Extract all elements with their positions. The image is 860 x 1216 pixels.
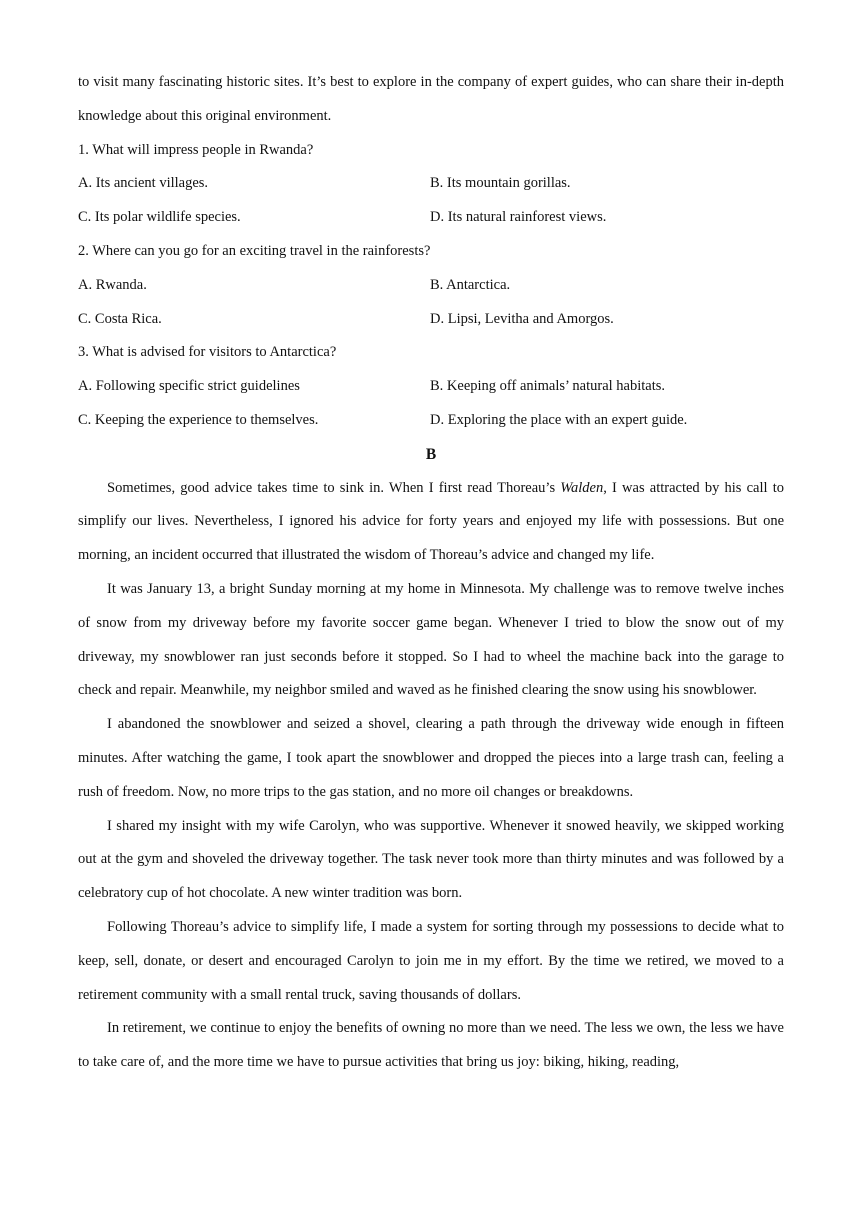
question-stem: 3. What is advised for visitors to Antarctica?: [78, 344, 337, 361]
paragraph-text: , I was attracted by his call to simplify our lives. Nevertheless, I ignored his advice for forty years and enjoyed my life with possessions. But one morning, an incident occurred that illustrated the wisdom of Thoreau’s advice and changed my life.: [78, 479, 784, 564]
paragraph-text: Sometimes, good advice takes time to sink in. When I first read Thoreau’s: [107, 479, 561, 496]
option-b: B. Antarctica.: [430, 276, 511, 293]
option-d: D. Its natural rainforest views.: [430, 209, 607, 226]
passage-b-paragraph: It was January 13, a bright Sunday morning at my home in Minnesota. My challenge was to remove twelve inches of snow from my driveway before my favorite soccer game began. Whenever I tried to blow the snow out of my driveway, my snowblower ran just seconds before it stopped. So I had to wheel the machine back into the garage to check and repair. Meanwhile, my neighbor smiled and waved as he finished clearing the snow using his snowblower.: [78, 580, 784, 699]
option-c: C. Its polar wildlife species.: [78, 209, 241, 226]
option-row: [78, 404, 784, 438]
option-row: [78, 370, 784, 404]
option-d: D. Lipsi, Levitha and Amorgos.: [430, 310, 614, 327]
question-2: [78, 235, 784, 336]
passage-b-paragraph: I shared my insight with my wife Carolyn, who was supportive. Whenever it snowed heavily, we skipped working out at the gym and shoveled the driveway together. The task never took more than thirty minutes and was followed by a celebratory cup of hot chocolate. A new winter tradition was born.: [78, 817, 784, 902]
option-row: [78, 167, 784, 201]
option-b: B. Its mountain gorillas.: [430, 175, 571, 192]
question-stem: 1. What will impress people in Rwanda?: [78, 141, 314, 158]
question-3: [78, 336, 784, 437]
option-a: A. Following specific strict guidelines: [78, 378, 300, 395]
passage-b-paragraph: Following Thoreau’s advice to simplify life, I made a system for sorting through my possessions to decide what to keep, sell, donate, or desert and encouraged Carolyn to join me in my effort. By the time we retired, we moved to a retirement community with a small rental truck, saving thousands of dollars.: [78, 918, 784, 1003]
book-title: Walden: [560, 479, 604, 496]
question-1: [78, 134, 784, 235]
passage-b-paragraph: I abandoned the snowblower and seized a shovel, clearing a path through the driveway wide enough in fifteen minutes. After watching the game, I took apart the snowblower and dropped the pieces into a large trash can, feeling a rush of freedom. Now, no more trips to the gas station, and no more oil changes or breakdowns.: [78, 716, 784, 800]
passage-a-continuation: to visit many fascinating historic sites. It’s best to explore in the company of expert guides, who can share their in-depth knowledge about this original environment.: [78, 74, 784, 124]
passage-b-paragraph: [78, 472, 784, 573]
option-b: B. Keeping off animals’ natural habitats.: [430, 378, 666, 395]
option-d: D. Exploring the place with an expert guide.: [430, 411, 688, 428]
passage-b-paragraph: In retirement, we continue to enjoy the benefits of owning no more than we need. The less we own, the less we have to take care of, and the more time we have to pursue activities that bring us joy: biking, hiking, reading,: [78, 1020, 784, 1071]
option-a: A. Its ancient villages.: [78, 175, 209, 192]
section-heading: B: [425, 445, 437, 463]
option-row: [78, 303, 784, 337]
option-c: C. Costa Rica.: [78, 310, 162, 327]
question-stem: 2. Where can you go for an exciting travel in the rainforests?: [78, 242, 431, 259]
option-a: A. Rwanda.: [78, 276, 147, 293]
option-row: [78, 269, 784, 303]
option-c: C. Keeping the experience to themselves.: [78, 411, 319, 428]
option-row: [78, 201, 784, 235]
